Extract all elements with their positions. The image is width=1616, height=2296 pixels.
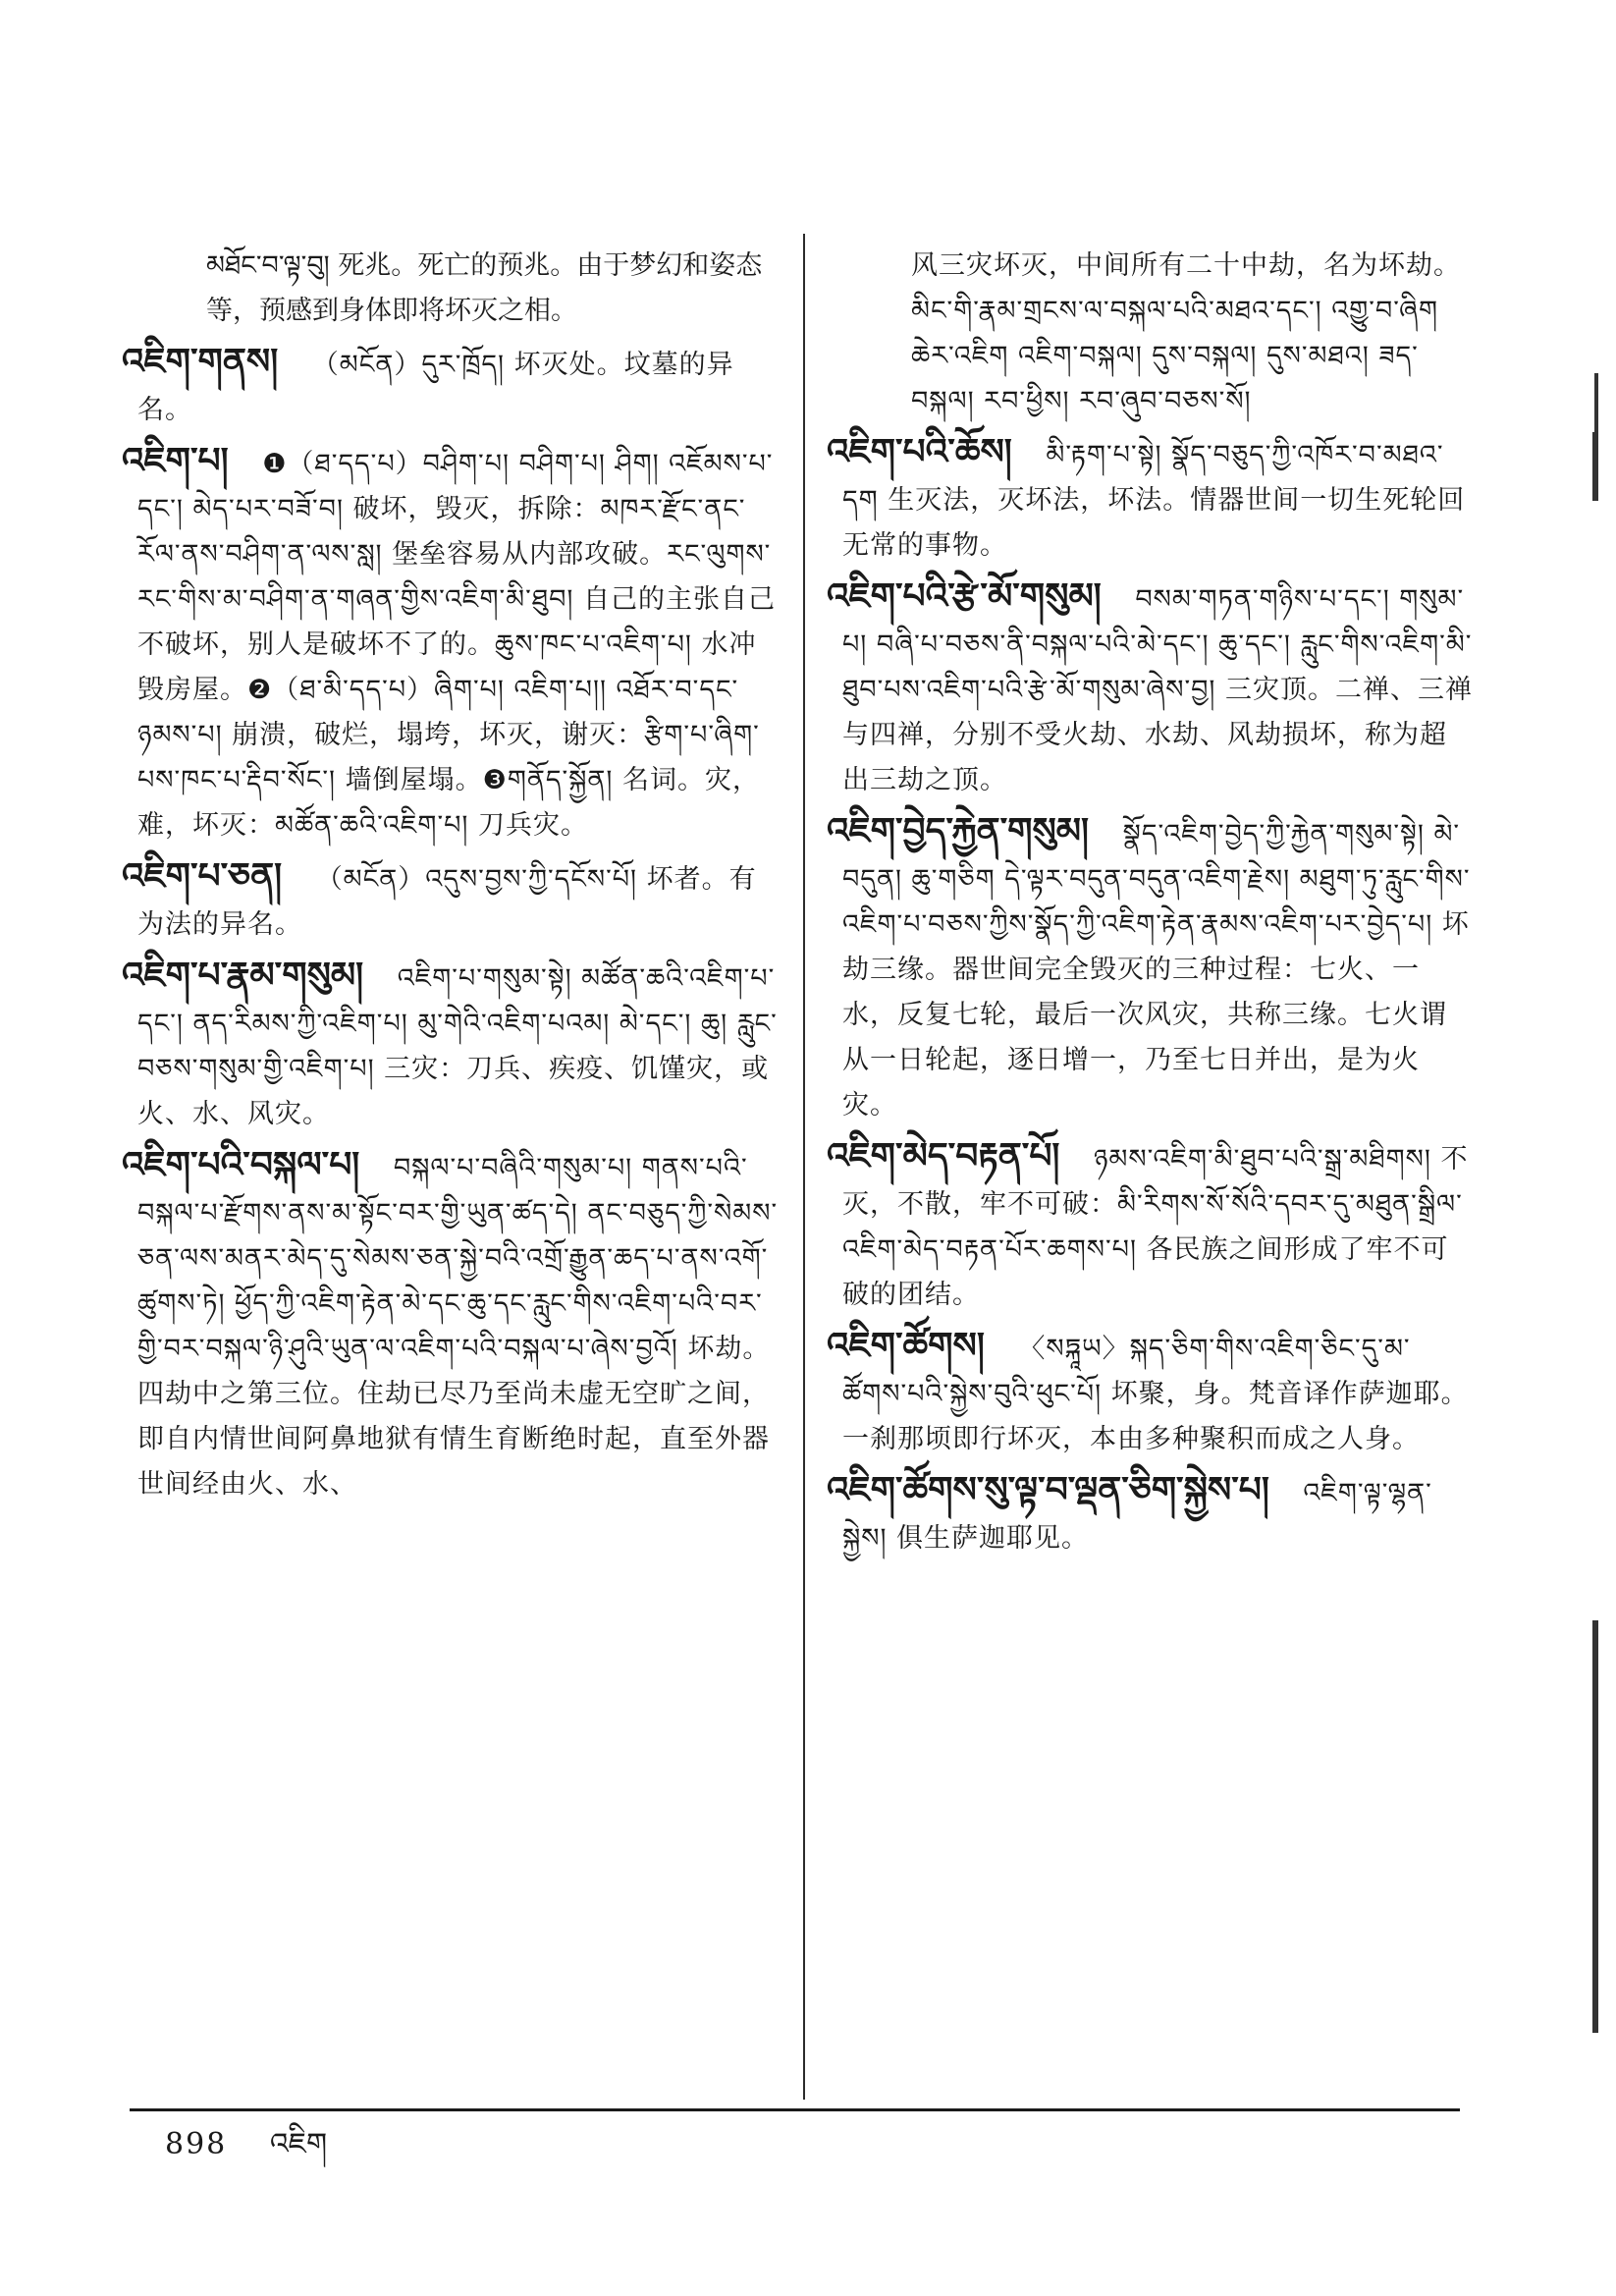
entry-text: བསྐལ་པ་བཞིའི་གསུམ་པ། གནས་པའི་བསྐལ་པ་རྫོགས་ནས་མ་སྟོང་བར་གྱི་ཡུན་ཚད་དེ། ནང་བཅུད་ཀྱི་སེམས་ཅན་ལས་མནར་མེད་དུ་སེམས་ཅན་སྐྱེ་བའི་འགྲོ་རྒྱུན་ཆད་པ་ནས་འགོ་ཚུགས་ཏེ། ཕྱོད་ཀྱི་འཇིག་རྟེན་མེ་དང་ཆུ་དང་རླུང་གིས་འཇིག་པའི་བར་གྱི་བར་བསྐལ་ཉི་ཤུའི་ཡུན་ལ་འཇིག་པའི་བསྐལ་པ་ཞེས་བྱའོ། 坏劫。四劫中之第三位。住劫已尽乃至尚未虚无空旷之间，即自内情世间阿鼻地狱有情生育断绝时起，直至外器世间经由火、水、 (137, 1153, 779, 1500)
running-head: འཇིག (269, 2127, 328, 2161)
dictionary-entry (842, 244, 1473, 424)
entry-text: བསམ་གཏན་གཉིས་པ་དང་། གསུམ་པ། བཞི་པ་བཅས་ནི་བསྐལ་པའི་མེ་དང་། ཆུ་དང་། རླུང་གིས་འཇིག་མི་ཐུབ་པས་འཇིག་པའི་རྩེ་མོ་གསུམ་ཞེས་བྱ། 三灾顶。二禅、三禅与四禅，分别不受火劫、水劫、风劫损坏，称为超出三劫之顶。 (842, 584, 1474, 795)
entry-text: 风三灾坏灭，中间所有二十中劫，名为坏劫。མིང་གི་རྣམ་གྲངས་ལ་བསྐལ་པའི་མཐའ་དང་། འགྱུ་བ་ཞིག ཆེར་འཇིག འཇིག་བསྐལ། དུས་བསྐལ། དུས་མཐའ། ཟད་བསྐལ། རབ་ཕྱིས། རབ་ཞུབ་བཅས་སོ། (911, 250, 1461, 416)
left-column (122, 244, 781, 1513)
dictionary-entry (137, 244, 781, 334)
entry-headword: འཇིག་ཚོགས། (827, 1326, 985, 1366)
footer-rule (130, 2108, 1460, 2111)
dictionary-entry (827, 1134, 1473, 1318)
entry-text: མི་རྟག་པ་སྟེ། སྣོད་བཅུད་ཀྱི་འཁོར་བ་མཐའ་དག 生灭法，灭坏法，坏法。情器世间一切生死轮回无常的事物。 (842, 440, 1466, 561)
scan-edge-mark (1592, 1620, 1598, 2033)
dictionary-entry (827, 1468, 1473, 1561)
entry-headword: འཇིག་པ་ཅན། (122, 856, 283, 897)
dictionary-entry (122, 1143, 781, 1507)
dictionary-entry (122, 854, 781, 948)
entry-headword: འཇིག་པ། (122, 441, 229, 481)
dictionary-entry (122, 439, 781, 848)
entry-headword: འཇིག་པ་རྣམ་གསུམ། (122, 956, 364, 996)
dictionary-entry (122, 340, 781, 433)
entry-headword: འཇིག་མེད་བརྟན་པོ། (827, 1136, 1060, 1176)
entry-text: ཉམས་འཇིག་མི་ཐུབ་པའི་སྒྲ་མཐིགས། 不灭，不散，牢不可破：མི་རིགས་སོ་སོའི་དབར་དུ་མཐུན་སྒྲིལ་འཇིག་མེད་བརྟན་པོར་ཆགས་པ། 各民族之间形成了牢不可破的团结。 (842, 1144, 1469, 1310)
entry-text: 〈སཏྐཱཡ〉སྐད་ཅིག་གིས་འཇིག་ཅིང་དུ་མ་ཚོགས་པའི་སྐྱེས་བུའི་ཕུང་པོ། 坏聚，身。梵音译作萨迦耶。一刹那顷即行坏灭，本由多种聚积而成之人身。 (842, 1334, 1469, 1454)
entry-headword: འཇིག་བྱེད་རྐྱེན་གསུམ། (827, 811, 1090, 851)
column-divider (803, 234, 805, 2100)
entry-text: （མངོན）འདུས་བྱས་ཀྱི་དངོས་པོ། 坏者。有为法的异名。 (137, 864, 757, 940)
page-footer (165, 2111, 327, 2194)
entry-text: ❶（ཐ་དད་པ）བཤིག་པ། བཤིག་པ། ཤིག། འཇོམས་པ་དང་། མེད་པར་བཟོ་བ། 破坏，毁灭，拆除：མཁར་རྫོང་ནང་རོལ་ནས་བཤིག་ན་ལས་སླ། 堡垒容易从内部攻破。རང་ལུགས་རང་གིས་མ་བཤིག་ན་གཞན་གྱིས་འཇིག་མི་ཐུབ། 自己的主张自己不破坏，别人是破坏不了的。ཆུས་ཁང་པ་འཇིག་པ། 水冲毁房屋。❷（ཐ་མི་དད་པ）ཞིག་པ། འཇིག་པ།། འཐོར་བ་དང་ཉམས་པ། 崩溃，破烂，塌垮，坏灭，谢灭：རྩིག་པ་ཞིག་པས་ཁང་པ་རྡིབ་སོང་། 墙倒屋塌。❸གནོད་སྐྱོན། 名词。灾，难，坏灭：མཚོན་ཆའི་འཇིག་པ། 刀兵灾。 (137, 449, 776, 841)
entry-text: སྣོད་འཇིག་བྱེད་ཀྱི་རྐྱེན་གསུམ་སྟེ། མེ་བདུན། ཆུ་གཅིག དེ་ལྟར་བདུན་བདུན་འཇིག་རྗེས། མཐུག་ཏུ་རླུང་གིས་འཇིག་པ་བཅས་ཀྱིས་སྣོད་ཀྱི་འཇིག་རྟེན་རྣམས་འཇིག་པར་བྱེད་པ། 坏劫三缘。器世间完全毁灭的三种过程：七火、一水，反复七轮，最后一次风灾，共称三缘。七火谓从一日轮起，逐日增一，乃至七日并出，是为火灾。 (842, 819, 1471, 1121)
scan-edge-mark (1594, 373, 1598, 432)
entry-text: （མངོན）དུར་ཁྲོད། 坏灭处。坟墓的异名。 (137, 350, 734, 425)
entry-headword: འཇིག་ཚོགས་སུ་ལྟ་བ་ལྡན་ཅིག་སྐྱེས་པ། (827, 1470, 1269, 1510)
dictionary-entry (827, 1324, 1473, 1462)
scan-edge-mark (1592, 432, 1598, 501)
entry-headword: འཇིག་པའི་ཆོས། (827, 432, 1012, 472)
page-number: 898 (165, 2127, 228, 2161)
entry-text: འཇིག་པ་གསུམ་སྟེ། མཚོན་ཆའི་འཇིག་པ་དང་། ནད་རིམས་ཀྱི་འཇིག་པ། མུ་གེའི་འཇིག་པའམ། མེ་དང་། ཆུ། རླུང་བཅས་གསུམ་གྱི་འཇིག་པ། 三灾：刀兵、疾疫、饥馑灾，或火、水、风灾。 (137, 963, 778, 1129)
right-column (827, 244, 1474, 1567)
dictionary-entry (827, 430, 1473, 569)
entry-text: འཇིག་ལྟ་ལྷན་སྐྱེས། 俱生萨迦耶见。 (842, 1478, 1432, 1554)
entry-text: མཐོང་བ་ལྟ་བུ། 死兆。死亡的预兆。由于梦幻和姿态等，预感到身体即将坏灭之相。 (206, 250, 763, 326)
entry-headword: འཇིག་པའི་བསྐལ་པ། (122, 1145, 360, 1185)
entry-headword: འཇིག་པའི་རྩེ་མོ་གསུམ། (827, 576, 1102, 617)
entry-headword: འཇིག་གནས། (122, 342, 279, 382)
dictionary-entry (827, 574, 1474, 803)
dictionary-entry (827, 809, 1473, 1128)
dictionary-entry (122, 954, 781, 1137)
